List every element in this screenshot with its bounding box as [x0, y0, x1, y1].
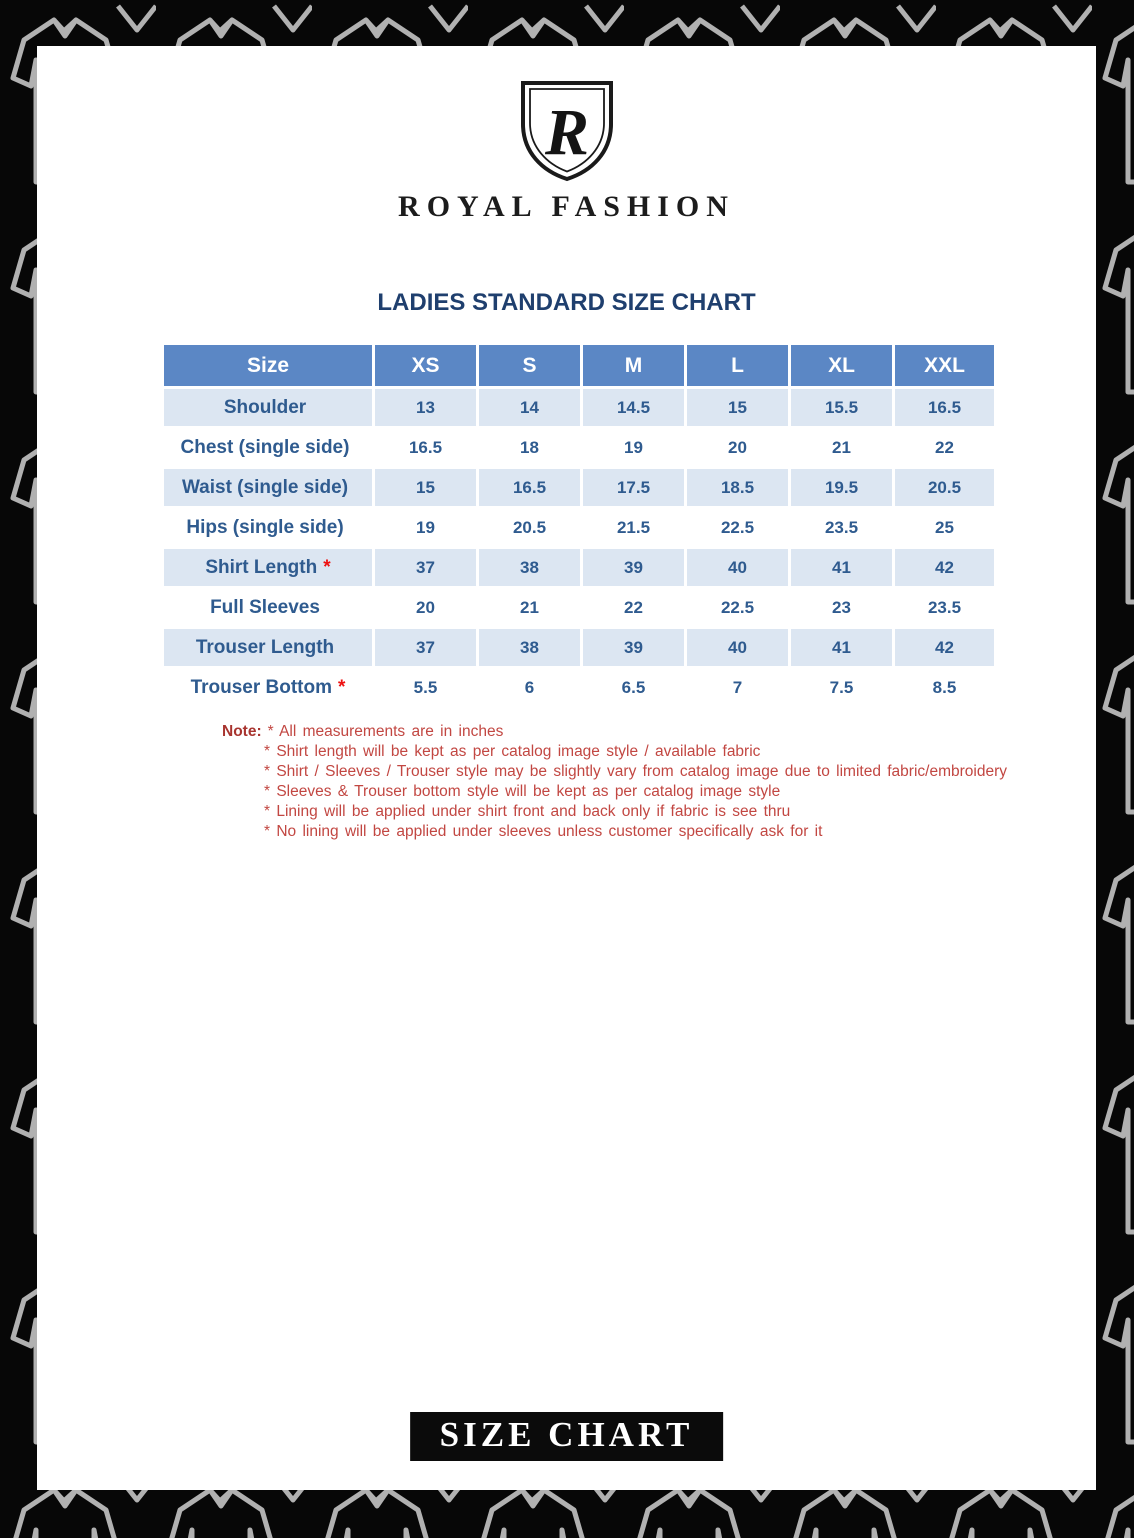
cell-value: 22 [895, 429, 994, 466]
table-row [164, 669, 994, 706]
cell-value: 22.5 [687, 509, 788, 546]
cell-value: 23 [791, 589, 892, 626]
cell-value: 37 [375, 629, 476, 666]
row-label: Full Sleeves [164, 589, 372, 626]
note-label: Note: [222, 723, 262, 740]
cell-value: 13 [375, 389, 476, 426]
row-label: Trouser Bottom * [164, 669, 372, 706]
note-item: Note: * All measurements are in inches [222, 723, 504, 740]
column-header-xxl: XXL [895, 345, 994, 386]
table-row [164, 549, 994, 586]
cell-value: 15 [375, 469, 476, 506]
note-item: * Shirt length will be kept as per catalog image style / available fabric [264, 743, 761, 760]
note-item: * Sleeves & Trouser bottom style will be kept as per catalog image style [264, 783, 781, 800]
column-header-xl: XL [791, 345, 892, 386]
cell-value: 6.5 [583, 669, 684, 706]
cell-value: 19.5 [791, 469, 892, 506]
cell-value: 23.5 [895, 589, 994, 626]
cell-value: 39 [583, 549, 684, 586]
cell-value: 14.5 [583, 389, 684, 426]
cell-value: 41 [791, 549, 892, 586]
note-item: * No lining will be applied under sleeves unless customer specifically ask for it [264, 823, 823, 840]
cell-value: 19 [375, 509, 476, 546]
column-header-s: S [479, 345, 580, 386]
column-header-size: Size [164, 345, 372, 386]
cell-value: 18 [479, 429, 580, 466]
cell-value: 23.5 [791, 509, 892, 546]
cell-value: 16.5 [479, 469, 580, 506]
cell-value: 20 [375, 589, 476, 626]
size-chart-banner: SIZE CHART [410, 1412, 724, 1461]
note-item: * Shirt / Sleeves / Trouser style may be slightly vary from catalog image due to limited fabric/embroidery [264, 763, 1007, 780]
table-row [164, 469, 994, 506]
row-label: Chest (single side) [164, 429, 372, 466]
table-row [164, 589, 994, 626]
cell-value: 16.5 [895, 389, 994, 426]
cell-value: 16.5 [375, 429, 476, 466]
brand-shield-icon [517, 80, 617, 182]
table-row [164, 389, 994, 426]
cell-value: 40 [687, 549, 788, 586]
cell-value: 38 [479, 549, 580, 586]
cell-value: 40 [687, 629, 788, 666]
row-label: Trouser Length [164, 629, 372, 666]
page-title: LADIES STANDARD SIZE CHART [377, 289, 756, 316]
cell-value: 22.5 [687, 589, 788, 626]
note-item: * Lining will be applied under shirt front and back only if fabric is see thru [264, 803, 791, 820]
cell-value: 14 [479, 389, 580, 426]
cell-value: 42 [895, 629, 994, 666]
cell-value: 7.5 [791, 669, 892, 706]
cell-value: 15 [687, 389, 788, 426]
cell-value: 21 [791, 429, 892, 466]
cell-value: 38 [479, 629, 580, 666]
cell-value: 21.5 [583, 509, 684, 546]
size-table [161, 342, 997, 709]
row-label: Shoulder [164, 389, 372, 426]
row-label: Shirt Length * [164, 549, 372, 586]
cell-value: 21 [479, 589, 580, 626]
cell-value: 20 [687, 429, 788, 466]
cell-value: 7 [687, 669, 788, 706]
column-header-l: L [687, 345, 788, 386]
row-label: Waist (single side) [164, 469, 372, 506]
table-header-row [164, 345, 994, 386]
size-table-wrap [161, 342, 997, 709]
cell-value: 8.5 [895, 669, 994, 706]
column-header-m: M [583, 345, 684, 386]
table-row [164, 509, 994, 546]
cell-value: 39 [583, 629, 684, 666]
table-row [164, 629, 994, 666]
cell-value: 17.5 [583, 469, 684, 506]
cell-value: 41 [791, 629, 892, 666]
brand-name: ROYAL FASHION [398, 190, 735, 223]
cell-value: 19 [583, 429, 684, 466]
table-row [164, 429, 994, 466]
brand-monogram: R [544, 96, 589, 169]
cell-value: 37 [375, 549, 476, 586]
cell-value: 20.5 [479, 509, 580, 546]
cell-value: 25 [895, 509, 994, 546]
cell-value: 5.5 [375, 669, 476, 706]
row-label: Hips (single side) [164, 509, 372, 546]
column-header-xs: XS [375, 345, 476, 386]
cell-value: 18.5 [687, 469, 788, 506]
cell-value: 20.5 [895, 469, 994, 506]
cell-value: 42 [895, 549, 994, 586]
cell-value: 15.5 [791, 389, 892, 426]
size-chart-page [37, 46, 1096, 1490]
cell-value: 6 [479, 669, 580, 706]
notes-block [222, 722, 1007, 842]
cell-value: 22 [583, 589, 684, 626]
